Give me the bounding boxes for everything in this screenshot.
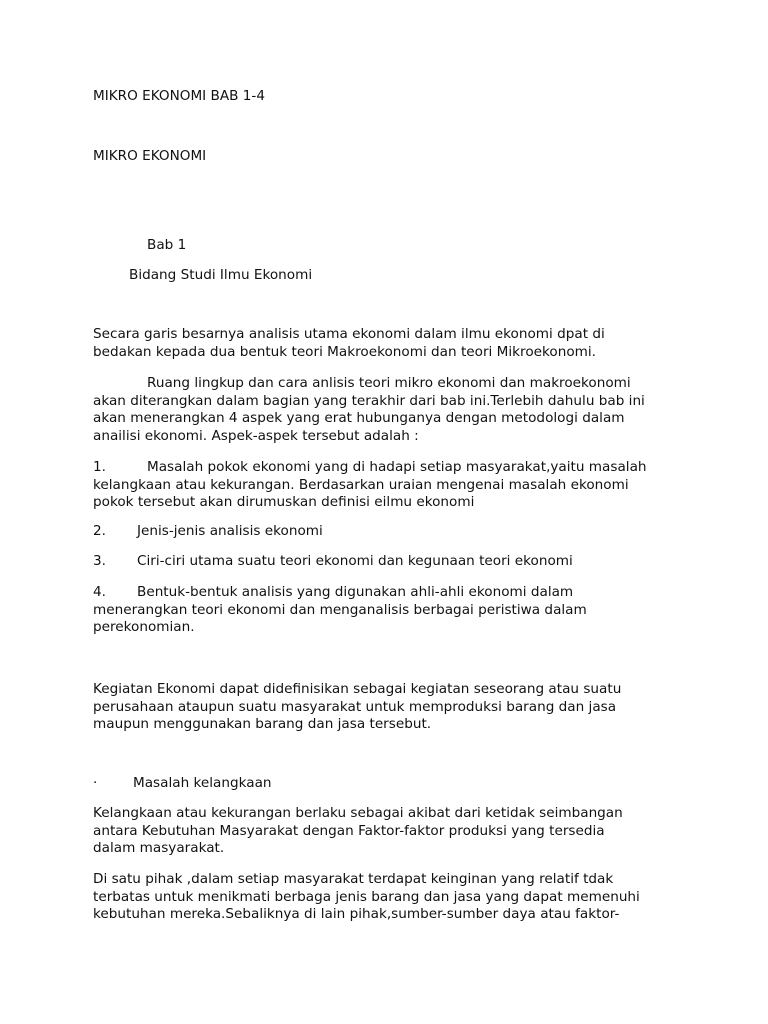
text-line: Secara garis besarnya analisis utama ekonomi dalam ilmu ekonomi dpat di (93, 326, 605, 342)
text-line: Masalah pokok ekonomi yang di hadapi setiap masyarakat,yaitu masalah (147, 459, 647, 475)
text-line: kelangkaan atau kekurangan. Berdasarkan uraian mengenai masalah ekonomi (93, 476, 629, 493)
paragraph-intro (93, 326, 693, 361)
text-line: akan diterangkan dalam bagian yang terakhir dari bab ini.Terlebih dahulu bab ini (93, 392, 645, 409)
text-line: bedakan kepada dua bentuk teori Makroekonomi dan teori Mikroekonomi. (93, 343, 596, 360)
text-line: Jenis-jenis analisis ekonomi (137, 523, 323, 539)
text-line: Kegiatan Ekonomi dapat didefinisikan sebagai kegiatan seseorang atau suatu (93, 681, 622, 697)
text-line: maupun menggunakan barang dan jasa tersebut. (93, 716, 432, 732)
text-line: Kelangkaan atau kekurangan berlaku sebagai akibat dari ketidak seimbangan (93, 805, 623, 821)
text-line: antara Kebutuhan Masyarakat dengan Faktor-faktor produksi yang tersedia (93, 822, 605, 839)
text-line: menerangkan teori ekonomi dan menganalisis berbagai peristiwa dalam (93, 601, 587, 618)
list-item (93, 584, 693, 637)
text-line: Ruang lingkup dan cara anlisis teori mikro ekonomi dan makroekonomi (147, 375, 631, 391)
bullet-item (93, 775, 693, 793)
bullet-text: Masalah kelangkaan (133, 775, 272, 791)
text-line: Bentuk-bentuk analisis yang digunakan ahli-ahli ekonomi dalam (137, 584, 574, 600)
paragraph-definition (93, 681, 693, 734)
list-item (93, 523, 693, 541)
text-line: perusahaan ataupun suatu masyarakat untuk memproduksi barang dan jasa (93, 698, 617, 715)
bullet-symbol: · (93, 775, 98, 791)
text-line: kebutuhan mereka.Sebaliknya di lain pihak,sumber-sumber daya atau faktor- (93, 906, 620, 922)
list-number: 2. (93, 523, 106, 539)
paragraph-needs (93, 871, 693, 924)
chapter-heading: Bab 1 (147, 237, 187, 253)
text-line: akan menerangkan 4 aspek yang erat hubunganya dengan metodologi dalam (93, 410, 625, 426)
list-item (93, 459, 693, 512)
text-line: Di satu pihak ,dalam setiap masyarakat terdapat keinginan yang relatif tdak (93, 871, 614, 887)
paragraph-scope (93, 375, 693, 445)
document-subtitle: MIKRO EKONOMI (93, 148, 207, 164)
paragraph-scarcity (93, 805, 693, 858)
list-number: 1. (93, 459, 106, 475)
text-line: Ciri-ciri utama suatu teori ekonomi dan kegunaan teori ekonomi (137, 553, 573, 569)
text-line: dalam masyarakat. (93, 840, 225, 856)
text-line: perekonomian. (93, 619, 195, 635)
chapter-title: Bidang Studi Ilmu Ekonomi (129, 267, 313, 283)
list-number: 3. (93, 553, 106, 569)
document-title: MIKRO EKONOMI BAB 1-4 (93, 88, 265, 104)
list-number: 4. (93, 584, 106, 600)
text-line: anailisi ekonomi. Aspek-aspek tersebut adalah : (93, 427, 419, 444)
list-item (93, 553, 693, 571)
text-line: pokok tersebut akan dirumuskan definisi eilmu ekonomi (93, 494, 475, 510)
text-line: terbatas untuk menikmati berbaga jenis barang dan jasa yang dapat memenuhi (93, 888, 640, 905)
